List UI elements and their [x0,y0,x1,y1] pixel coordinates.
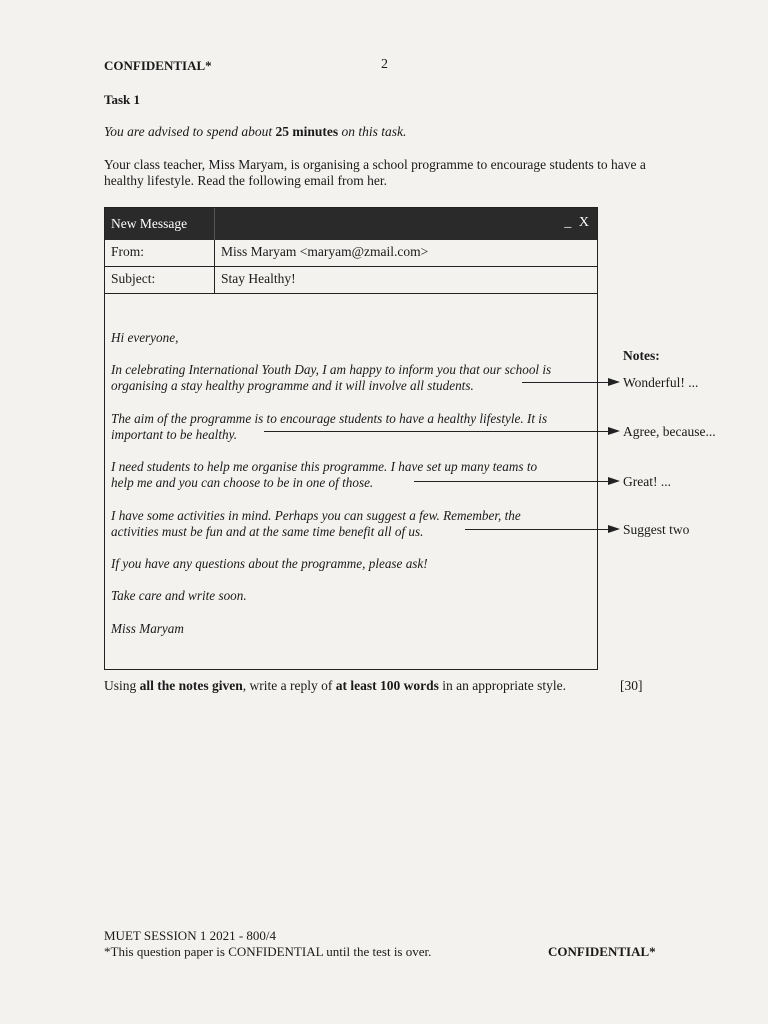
subject-value: Stay Healthy! [221,271,296,286]
email-greeting: Hi everyone, [111,330,179,345]
advice-text-end: on this task. [338,124,407,139]
email-window [104,207,598,670]
email-paragraph-3 [111,459,593,491]
instruction-text: in an appropriate style. [438,678,566,693]
from-label: From: [111,244,145,259]
note-4: Suggest two [623,522,690,537]
note-1: Wonderful! ... [623,375,699,390]
email-window-title: New Message [111,216,188,231]
notes-heading: Notes: [623,348,660,363]
marks: [30] [620,678,643,693]
arrow-head-2 [608,427,620,435]
task-title: Task 1 [104,92,141,107]
email-titlebar [105,208,597,240]
footer-confidential: CONFIDENTIAL* [548,944,656,959]
paragraph-4-line-2: activities must be fun and at the same time benefit all of us. [111,524,424,539]
paragraph-1-line-2: organising a stay healthy programme and it will involve all students. [111,378,474,393]
note-2: Agree, because... [623,424,716,439]
subject-label: Subject: [111,271,156,286]
arrow-line-1 [522,382,612,383]
email-closing: Take care and write soon. [111,588,247,603]
titlebar-divider [214,208,215,240]
row-separator [214,240,215,266]
paragraph-3-line-1: I need students to help me organise this programme. I have set up many teams to [111,459,538,474]
advice-time: 25 minutes [275,124,339,139]
email-subject-row [105,267,597,294]
email-paragraph-5: If you have any questions about the programme, please ask! [111,556,428,571]
instruction-text: , write a reply of [242,678,336,693]
instruction-text: Using [104,678,140,693]
header-confidential: CONFIDENTIAL* [104,58,212,73]
paragraph-1-line-1: In celebrating International Youth Day, I am happy to inform you that our school is [111,362,552,377]
arrow-head-3 [608,477,620,485]
paragraph-2-line-2: important to be healthy. [111,427,238,442]
email-paragraph-2 [111,411,593,443]
note-3: Great! ... [623,474,671,489]
paragraph-2-line-1: The aim of the programme is to encourage students to have a healthy lifestyle. It is [111,411,548,426]
arrow-head-4 [608,525,620,533]
email-signature: Miss Maryam [111,621,184,636]
from-value: Miss Maryam <maryam@zmail.com> [221,244,429,259]
email-paragraph-1 [111,362,593,394]
paragraph-3-line-2: help me and you can choose to be in one of those. [111,475,374,490]
task-instruction [104,678,566,694]
row-separator [214,267,215,293]
email-paragraph-4 [111,508,593,540]
footer-session: MUET SESSION 1 2021 - 800/4 [104,928,277,943]
arrow-head-1 [608,378,620,386]
time-advice [104,124,406,140]
email-from-row [105,240,597,267]
task-intro: Your class teacher, Miss Maryam, is organising a school programme to encourage students to have a healthy lifestyle. Read the following email from her. [104,157,646,188]
paragraph-4-line-1: I have some activities in mind. Perhaps you can suggest a few. Remember, the [111,508,521,523]
arrow-line-4 [465,529,612,530]
window-controls[interactable]: _ X [564,215,591,230]
advice-text: You are advised to spend about [104,124,276,139]
instruction-emphasis: at least 100 words [335,678,439,693]
instruction-emphasis: all the notes given [139,678,243,693]
arrow-line-3 [414,481,612,482]
page-number: 2 [381,57,388,72]
footer-confidential-note: *This question paper is CONFIDENTIAL until the test is over. [104,944,432,959]
arrow-line-2 [264,431,612,432]
